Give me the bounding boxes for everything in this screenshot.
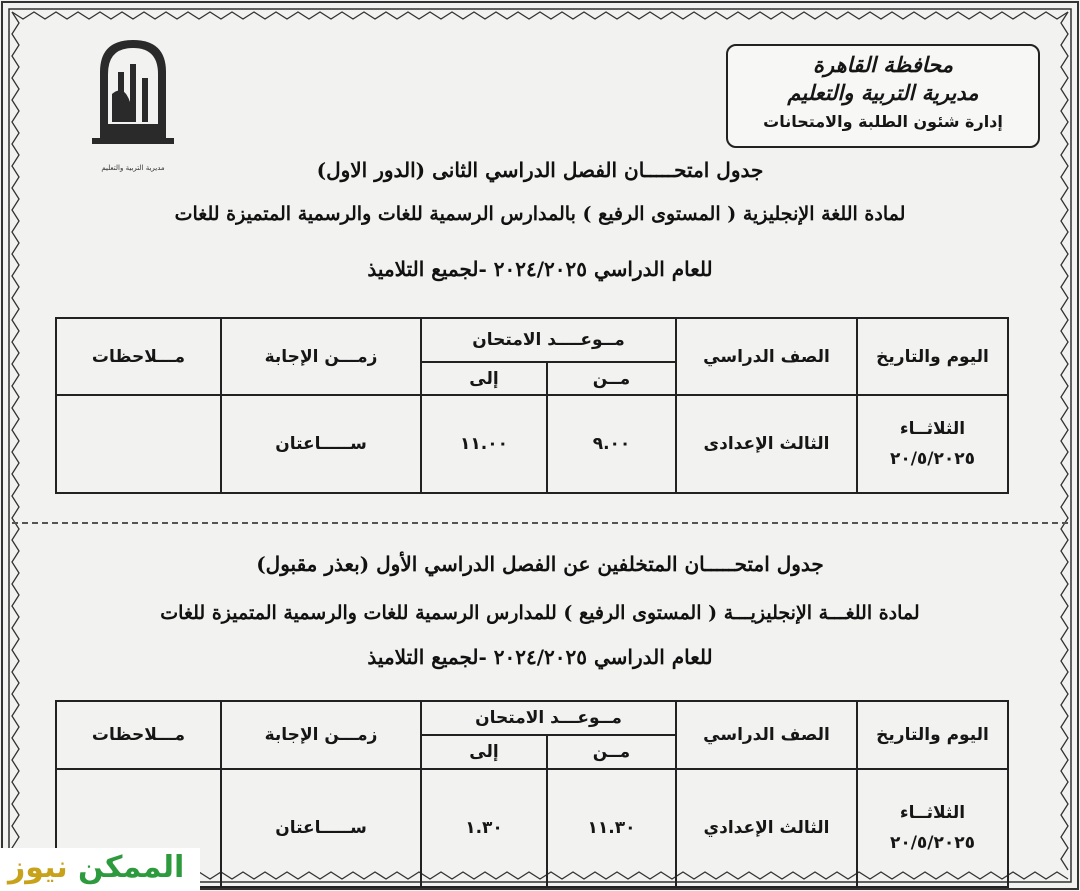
watermark-word1: الممكن <box>78 850 185 885</box>
header-exam-time: مــوعـــد الامتحان <box>421 701 676 735</box>
header-notes: مـــلاحظات <box>56 318 221 395</box>
cell-grade: الثالث الإعدادي <box>676 769 857 887</box>
header-to: إلى <box>421 362 547 395</box>
cell-day-date <box>857 769 1008 887</box>
cell-from: ١١.٣٠ <box>547 769 676 887</box>
section2-year: للعام الدراسي ٢٠٢٤/٢٠٢٥ -لجميع التلاميذ <box>367 645 713 669</box>
header-box <box>726 44 1040 148</box>
cell-day: الثلاثــاء <box>899 419 966 439</box>
cell-date: ٢٠/٥/٢٠٢٥ <box>889 833 976 853</box>
cell-from: ٩.٠٠ <box>547 395 676 493</box>
header-duration: زمـــن الإجابة <box>221 701 421 769</box>
header-from: مــن <box>547 362 676 395</box>
header-day-date: اليوم والتاريخ <box>857 701 1008 769</box>
department-name: إدارة شئون الطلبة والامتحانات <box>763 112 1003 131</box>
cell-notes <box>56 395 221 493</box>
cell-duration: ســـــاعتان <box>221 395 421 493</box>
cell-day: الثلاثــاء <box>899 803 966 823</box>
header-duration: زمـــن الإجابة <box>221 318 421 395</box>
section-divider <box>12 522 1068 524</box>
cell-to: ١١.٠٠ <box>421 395 547 493</box>
header-grade: الصف الدراسي <box>676 701 857 769</box>
header-to: إلى <box>421 735 547 769</box>
header-exam-time: مــوعــــد الامتحان <box>421 318 676 362</box>
cell-to: ١.٣٠ <box>421 769 547 887</box>
header-grade: الصف الدراسي <box>676 318 857 395</box>
section2-title: جدول امتحـــــان المتخلفين عن الفصل الدراسي الأول (بعذر مقبول) <box>256 552 824 576</box>
governorate-name: محافظة القاهرة <box>813 52 953 77</box>
section1-year: للعام الدراسي ٢٠٢٤/٢٠٢٥ -لجميع التلاميذ <box>367 257 713 281</box>
section2-subject: لمادة اللغـــة الإنجليزيـــة ( المستوى الرفيع ) للمدارس الرسمية للغات والرسمية المتميزة للغات <box>160 602 920 624</box>
cell-grade: الثالث الإعدادى <box>676 395 857 493</box>
header-notes: مـــلاحظات <box>56 701 221 769</box>
directorate-name: مديرية التربية والتعليم <box>787 80 979 105</box>
logo-emblem-icon <box>78 32 188 150</box>
header-day-date: اليوم والتاريخ <box>857 318 1008 395</box>
logo-caption: مديرية التربية والتعليم <box>101 164 165 172</box>
section1-title: جدول امتحـــــان الفصل الدراسي الثانى (الدور الاول) <box>316 158 764 182</box>
watermark-word2: نيوز <box>8 850 68 885</box>
cell-duration: ســـــاعتان <box>221 769 421 887</box>
schedule-table-1 <box>55 317 1009 494</box>
cell-day-date <box>857 395 1008 493</box>
cell-date: ٢٠/٥/٢٠٢٥ <box>889 449 976 469</box>
site-watermark <box>0 848 200 891</box>
cairo-directorate-logo <box>78 32 188 172</box>
section1-subject: لمادة اللغة الإنجليزية ( المستوى الرفيع ) بالمدارس الرسمية للغات والرسمية المتميزة للغات <box>174 203 906 225</box>
header-from: مــن <box>547 735 676 769</box>
table-row <box>56 395 1008 493</box>
